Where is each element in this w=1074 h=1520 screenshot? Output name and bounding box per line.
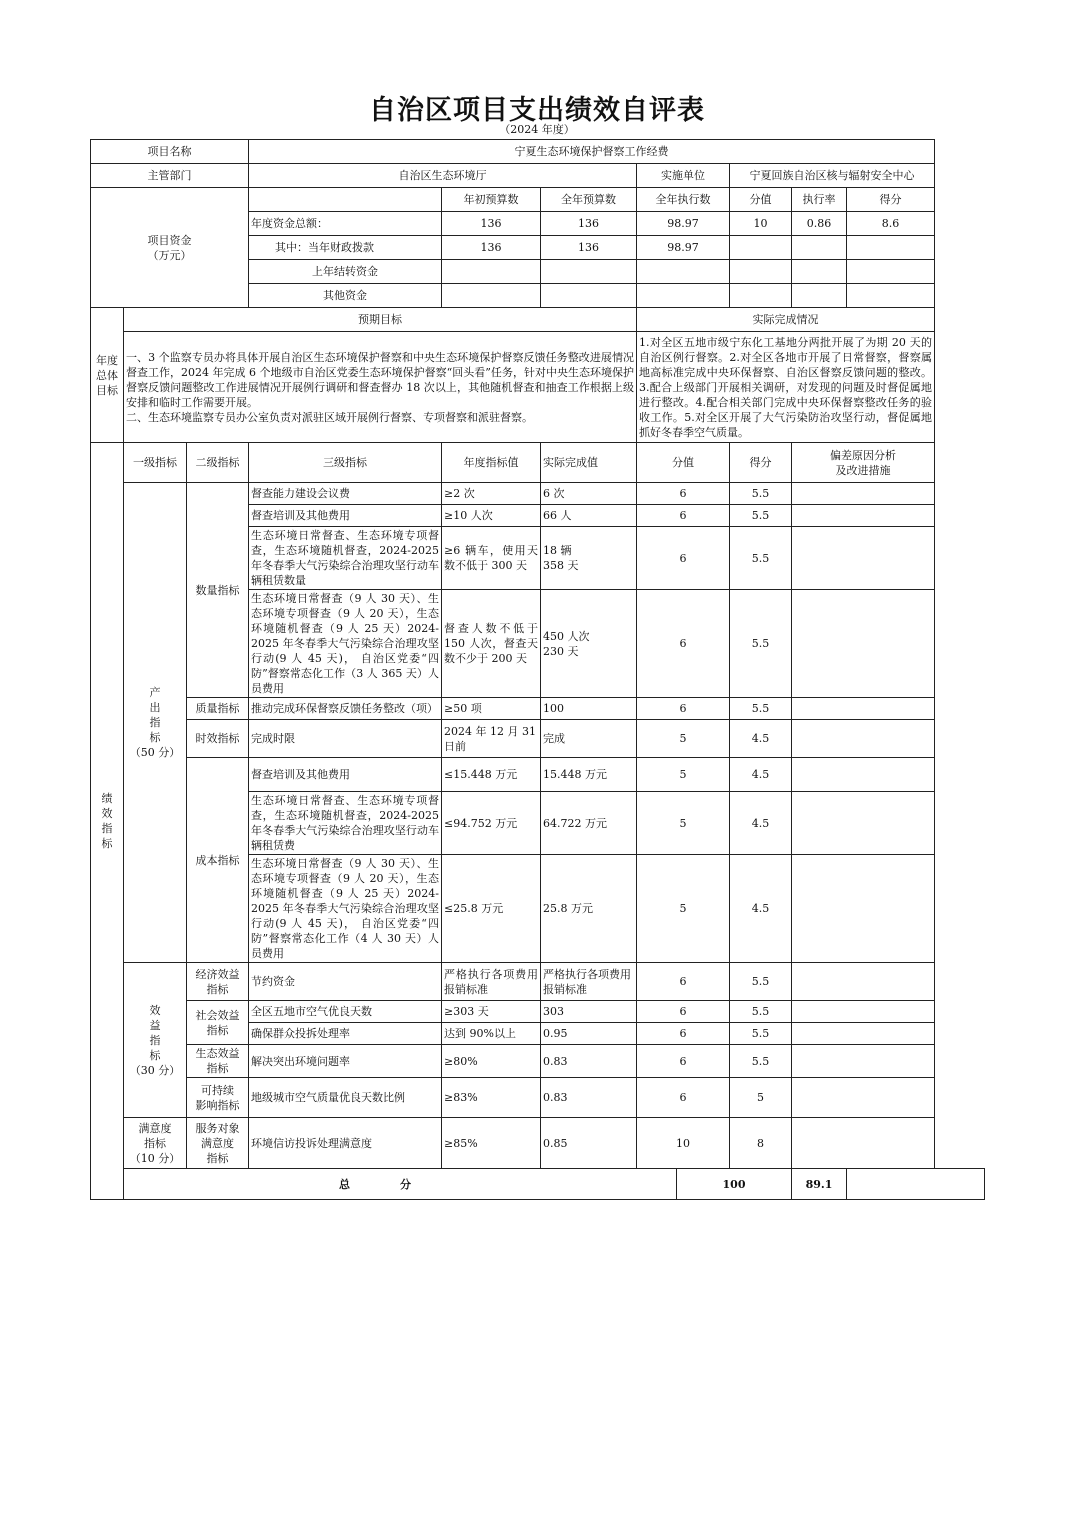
form-title: 自治区项目支出绩效自评表 [369, 95, 705, 126]
score: 5.5 [730, 505, 792, 527]
score: 4.5 [730, 758, 792, 792]
funds-exec: 98.97 [637, 212, 730, 236]
reason [792, 855, 935, 963]
actual-value: 100 [541, 698, 637, 720]
col-score: 得分 [730, 443, 792, 483]
reason [792, 1078, 935, 1118]
reason [792, 698, 935, 720]
funds-exec: 98.97 [637, 236, 730, 260]
target-value: 督查人数不低于 150 人次，督查天数不少于 200 天 [442, 590, 541, 698]
funds-initial [442, 260, 541, 284]
project-name-row [91, 140, 985, 164]
score-value: 6 [637, 527, 730, 590]
funds-row-label: 上年结转资金 [249, 260, 442, 284]
reason [792, 963, 935, 1001]
actual-value: 0.95 [541, 1023, 637, 1045]
project-name-label: 项目名称 [91, 140, 249, 164]
goals-header-row [91, 308, 985, 332]
goals-content-row [91, 332, 985, 443]
actual-completion-text: 1.对全区五地市级宁东化工基地分两批开展了为期 20 天的自治区例行督察。2.对全区各地市开展了日常督察，督察属地高标准完成中央环保督察、自治区督察反馈问题的整改。3.配合上级部门开展相关调研，对发现的问题及时督促属地进行整改。4.配合相关部门完成中央环保督察整改任务的验收工作。5.对全区开展了大气污染防治攻坚行动，督促属地抓好冬春季空气质量。 [637, 332, 935, 443]
level3-text: 督查培训及其他费用 [249, 758, 442, 792]
target-value: ≥6 辆车，使用天数不低于 300 天 [442, 527, 541, 590]
indicator-row [91, 1118, 985, 1169]
actual-value: 完成 [541, 720, 637, 758]
social-indicator-label: 社会效益 指标 [187, 1001, 249, 1045]
indicator-row [91, 758, 985, 792]
target-value: 2024 年 12 月 31 日前 [442, 720, 541, 758]
actual-value: 15.448 万元 [541, 758, 637, 792]
funds-initial: 136 [442, 236, 541, 260]
reason [792, 792, 935, 855]
funds-score: 8.6 [847, 212, 935, 236]
funds-full: 136 [541, 212, 637, 236]
reason [792, 1118, 935, 1169]
level3-text: 生态环境日常督查（9 人 30 天）、生态环境专项督查（9 人 20 天），生态环境随机督查（9 人 25 天）2024-2025 年冬春季大气污染综合治理攻坚行动(9 人 45 天)， 自治区党委“四防”督察常态化工作（4 人 30 天）人员费用 [249, 855, 442, 963]
funds-exec [637, 284, 730, 308]
actual-value: 25.8 万元 [541, 855, 637, 963]
col-level2: 二级指标 [187, 443, 249, 483]
actual-value: 66 人 [541, 505, 637, 527]
indicator-row [91, 1001, 985, 1023]
reason [792, 505, 935, 527]
funds-score-value: 10 [730, 212, 792, 236]
score-value: 5 [637, 758, 730, 792]
col-level1: 一级指标 [124, 443, 187, 483]
score: 4.5 [730, 855, 792, 963]
reason [792, 1001, 935, 1023]
col-score: 得分 [847, 188, 935, 212]
funds-score [847, 236, 935, 260]
funds-header-blank [249, 188, 442, 212]
indicator-row [91, 963, 985, 1001]
level3-text: 确保群众投拆处理率 [249, 1023, 442, 1045]
actual-value: 0.85 [541, 1118, 637, 1169]
actual-value: 450 人次 230 天 [541, 590, 637, 698]
dept-value: 自治区生态环境厅 [249, 164, 637, 188]
indicator-header-row [91, 443, 985, 483]
col-reason: 偏差原因分析 及改进措施 [792, 443, 935, 483]
target-value: ≥80% [442, 1045, 541, 1078]
dept-row [91, 164, 985, 188]
funds-rate [792, 284, 847, 308]
quantity-indicator-label: 数量指标 [187, 483, 249, 698]
funds-score [847, 260, 935, 284]
level3-text: 解决突出环境问题率 [249, 1045, 442, 1078]
target-value: ≥83% [442, 1078, 541, 1118]
reason [792, 720, 935, 758]
level3-text: 环境信访投诉处理满意度 [249, 1118, 442, 1169]
actual-value: 6 次 [541, 483, 637, 505]
score-value: 6 [637, 698, 730, 720]
total-reason [847, 1169, 985, 1200]
score: 5.5 [730, 963, 792, 1001]
funds-label: 项目资金 （万元） [91, 188, 249, 308]
funds-row-label: 其他资金 [249, 284, 442, 308]
level3-text: 生态环境日常督查、生态环境专项督查，生态环境随机督查，2024-2025 年冬春季大气污染综合治理攻坚行动车辆租赁费 [249, 792, 442, 855]
service-indicator-label: 服务对象 满意度 指标 [187, 1118, 249, 1169]
indicator-row [91, 1045, 985, 1078]
score: 5.5 [730, 1045, 792, 1078]
dept-label: 主管部门 [91, 164, 249, 188]
funds-score-value [730, 284, 792, 308]
score: 5.5 [730, 483, 792, 505]
col-execution: 全年执行数 [637, 188, 730, 212]
satisfaction-indicator-label: 满意度 指标 （10 分） [124, 1118, 187, 1169]
col-score-value: 分值 [637, 443, 730, 483]
score-value: 6 [637, 1078, 730, 1118]
funds-score-value [730, 236, 792, 260]
score-value: 5 [637, 792, 730, 855]
funds-full: 136 [541, 236, 637, 260]
total-score: 89.1 [792, 1169, 847, 1200]
level3-text: 推动完成环保督察反馈任务整改（项） [249, 698, 442, 720]
score: 5.5 [730, 590, 792, 698]
indicator-row [91, 720, 985, 758]
level3-text: 督查培训及其他费用 [249, 505, 442, 527]
score-value: 5 [637, 720, 730, 758]
funds-rate: 0.86 [792, 212, 847, 236]
col-initial-budget: 年初预算数 [442, 188, 541, 212]
col-score-value: 分值 [730, 188, 792, 212]
reason [792, 758, 935, 792]
indicator-row [91, 483, 985, 505]
level3-text: 完成时限 [249, 720, 442, 758]
economic-indicator-label: 经济效益 指标 [187, 963, 249, 1001]
actual-value: 18 辆 358 天 [541, 527, 637, 590]
score-value: 6 [637, 590, 730, 698]
target-value: ≤94.752 万元 [442, 792, 541, 855]
target-value: ≥85% [442, 1118, 541, 1169]
funds-header-row [91, 188, 985, 212]
level3-text: 生态环境日常督查、生态环境专项督查，生态环境随机督查，2024-2025 年冬春季大气污染综合治理攻坚行动车辆租赁数量 [249, 527, 442, 590]
score-value: 6 [637, 963, 730, 1001]
target-value: ≤15.448 万元 [442, 758, 541, 792]
funds-row-label: 其中：当年财政拨款 [249, 236, 442, 260]
impl-label: 实施单位 [637, 164, 730, 188]
expected-goal-header: 预期目标 [124, 308, 637, 332]
actual-value: 严格执行各项费用报销标准 [541, 963, 637, 1001]
funds-row-label: 年度资金总额： [249, 212, 442, 236]
score-value: 10 [637, 1118, 730, 1169]
score-value: 6 [637, 1045, 730, 1078]
target-value: ≥50 项 [442, 698, 541, 720]
expected-goal-text: 一、3 个监察专员办将具体开展自治区生态环境保护督察和中央生态环境保护督察反馈任务整改进展情况督查工作，2024 年完成 6 个地级市自治区党委生态环境保护督察“回头看”任务，针对中央生态环境保护督察反馈问题整改工作进展情况开展例行调研和督查督办 18 次以上，其他随机督查和抽查工作根据上级安排和临时工作需要开展。 二、生态环境监察专员办公室负责对派驻区域开展例行督察、专项督察和派驻督察。 [124, 332, 637, 443]
target-value: ≥10 人次 [442, 505, 541, 527]
indicators-side-label: 绩 效 指 标 [91, 443, 124, 1200]
col-full-budget: 全年预算数 [541, 188, 637, 212]
quality-indicator-label: 质量指标 [187, 698, 249, 720]
score: 5.5 [730, 527, 792, 590]
level3-text: 全区五地市空气优良天数 [249, 1001, 442, 1023]
col-target: 年度指标值 [442, 443, 541, 483]
funds-initial [442, 284, 541, 308]
benefit-indicator-label: 效 益 指 标 （30 分） [124, 963, 187, 1118]
funds-rate [792, 260, 847, 284]
funds-initial: 136 [442, 212, 541, 236]
reason [792, 527, 935, 590]
funds-score-value [730, 260, 792, 284]
indicator-row [91, 698, 985, 720]
actual-value: 0.83 [541, 1078, 637, 1118]
project-name-value: 宁夏生态环境保护督察工作经费 [249, 140, 935, 164]
score-value: 6 [637, 1001, 730, 1023]
score: 5.5 [730, 698, 792, 720]
actual-completion-header: 实际完成情况 [637, 308, 935, 332]
target-value: ≥303 天 [442, 1001, 541, 1023]
target-value: 达到 90%以上 [442, 1023, 541, 1045]
level3-text: 生态环境日常督查（9 人 30 天）、生态环境专项督查（9 人 20 天），生态环境随机督查（9 人 25 天）2024-2025 年冬春季大气污染综合治理攻坚行动(9 人 45 天)， 自治区党委“四防”督察常态化工作（3 人 365 天）人员费用 [249, 590, 442, 698]
actual-value: 0.83 [541, 1045, 637, 1078]
evaluation-table [90, 139, 985, 1200]
col-actual: 实际完成值 [541, 443, 637, 483]
level3-text: 地级城市空气质量优良天数比例 [249, 1078, 442, 1118]
funds-full [541, 284, 637, 308]
score: 4.5 [730, 792, 792, 855]
score: 8 [730, 1118, 792, 1169]
reason [792, 483, 935, 505]
score: 5.5 [730, 1023, 792, 1045]
actual-value: 303 [541, 1001, 637, 1023]
actual-value: 64.722 万元 [541, 792, 637, 855]
score-value: 5 [637, 855, 730, 963]
score: 5.5 [730, 1001, 792, 1023]
funds-score [847, 284, 935, 308]
goals-label: 年度 总体 目标 [91, 308, 124, 443]
score-value: 6 [637, 1023, 730, 1045]
target-value: ≤25.8 万元 [442, 855, 541, 963]
reason [792, 590, 935, 698]
timeliness-indicator-label: 时效指标 [187, 720, 249, 758]
score: 5 [730, 1078, 792, 1118]
total-score-value: 100 [677, 1169, 792, 1200]
form-year: （2024 年度） [499, 123, 575, 136]
level3-text: 节约资金 [249, 963, 442, 1001]
funds-exec [637, 260, 730, 284]
col-execution-rate: 执行率 [792, 188, 847, 212]
score-value: 6 [637, 483, 730, 505]
level3-text: 督查能力建设会议费 [249, 483, 442, 505]
sustainable-indicator-label: 可持续 影响指标 [187, 1078, 249, 1118]
funds-full [541, 260, 637, 284]
total-label: 总分 [124, 1169, 677, 1200]
target-value: 严格执行各项费用报销标准 [442, 963, 541, 1001]
score-value: 6 [637, 505, 730, 527]
output-indicator-label: 产 出 指 标 （50 分） [124, 483, 187, 963]
target-value: ≥2 次 [442, 483, 541, 505]
score: 4.5 [730, 720, 792, 758]
cost-indicator-label: 成本指标 [187, 758, 249, 963]
col-level3: 三级指标 [249, 443, 442, 483]
impl-value: 宁夏回族自治区核与辐射安全中心 [730, 164, 935, 188]
reason [792, 1045, 935, 1078]
indicator-row [91, 1078, 985, 1118]
total-row [91, 1169, 985, 1200]
funds-rate [792, 236, 847, 260]
reason [792, 1023, 935, 1045]
ecological-indicator-label: 生态效益 指标 [187, 1045, 249, 1078]
